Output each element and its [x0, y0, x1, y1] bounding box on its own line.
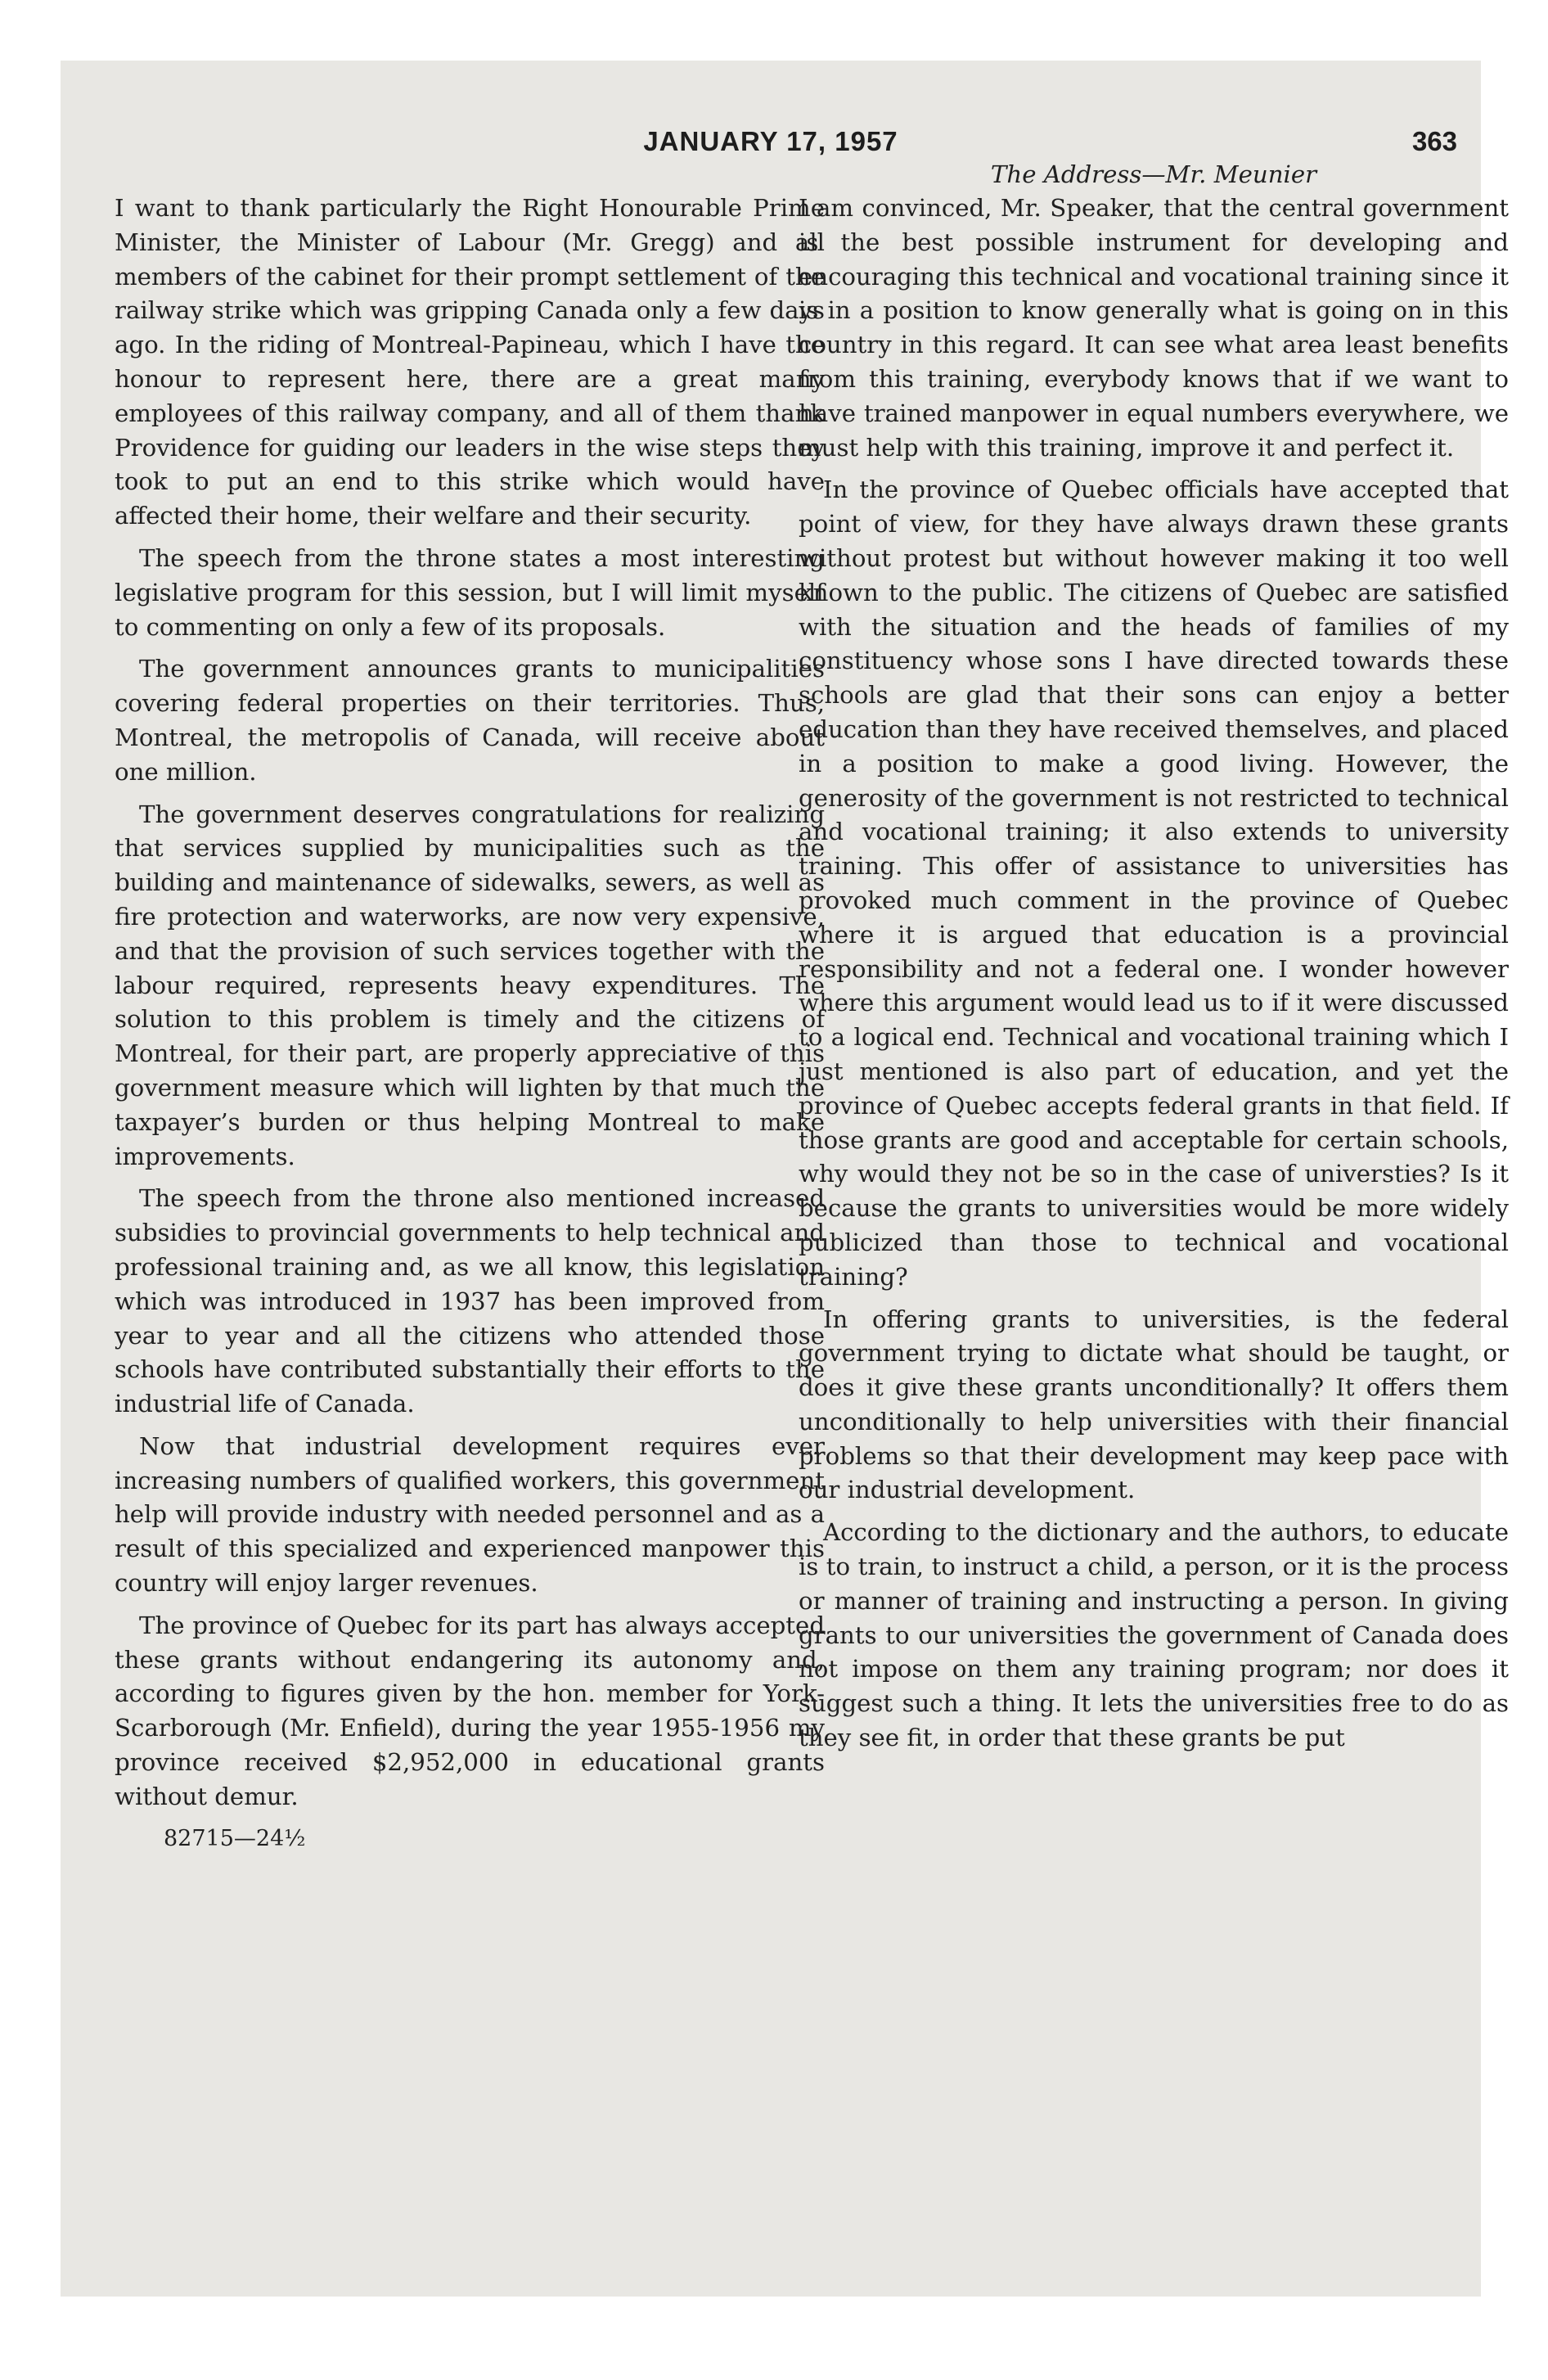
page-header: [61, 126, 1481, 159]
section-subhead: The Address—Mr. Meunier: [990, 160, 1317, 188]
paragraph: According to the dictionary and the authors, to educate is to train, to instruct a child, a person, or it is the process or manner of training and instructing a person. In giving grants to our universities the government of Canada does not impose on them any training program; nor does it suggest such a thing. It lets the universities free to do as they see fit, in order that these grants be put: [799, 1518, 1509, 1752]
page-number: 363: [1411, 126, 1457, 156]
paragraph: The speech from the throne also mentioned increased subsidies to provincial governments to help technical and professional training and, as we all know, this legislation which was introduced in 1937 has been improved from year to year and all the citizens who attended those schools have contributed substantially their efforts to the industrial life of Canada.: [115, 1184, 825, 1418]
page-footnote: 82715—24½: [164, 1825, 306, 1851]
paragraph: The government announces grants to municipalities covering federal properties on their territories. Thus, Montreal, the metropolis of Canada, will receive about one million.: [115, 655, 825, 786]
paragraph: The government deserves congratulations for realizing that services supplied by municipalities such as the building and maintenance of sidewalks, sewers, as well as fire protection and waterworks, are now very expensive, and that the provision of such services together with the labour required, represents heavy expenditures. The solution to this problem is timely and the citizens of Montreal, for their part, are properly appreciative of this government measure which will lighten by that much the taxpayer’s burden or thus helping Montreal to make improvements.: [115, 800, 825, 1170]
paragraph: In the province of Quebec officials have accepted that point of view, for they have always drawn these grants without protest but without however making it too well known to the public. The citizens of Quebec are satisfied with the situation and the heads of families of my constituency whose sons I have directed towards these schools are glad that their sons can enjoy a better education than they have received themselves, and placed in a position to make a good living. However, the generosity of the government is not restricted to technical and vocational training; it also extends to university training. This offer of assistance to universities has provoked much comment in the province of Quebec where it is argued that education is a provincial responsibility and not a federal one. I wonder however where this argument would lead us to if it were discussed to a logical end. Technical and vocational training which I just mentioned is also part of education, and yet the province of Quebec accepts federal grants in that field. If those grants are good and acceptable for certain schools, why would they not be so in the case of universties? Is it because the grants to universities would be more widely publicized than those to technical and vocational training?: [799, 476, 1509, 1291]
paragraph: I want to thank particularly the Right Honourable Prime Minister, the Minister of Labour (Mr. Gregg) and all members of the cabinet for their prompt settlement of the railway strike which was gripping Canada only a few days ago. In the riding of Montreal-Papineau, which I have the honour to represent here, there are a great many employees of this railway company, and all of them thank Providence for guiding our leaders in the wise steps they took to put an end to this strike which would have affected their home, their welfare and their security.: [115, 194, 825, 530]
page-sheet: [61, 61, 1509, 2297]
paragraph: Now that industrial development requires ever increasing numbers of qualified workers, this government help will provide industry with needed personnel and as a result of this specialized and experienced manpower this country will enjoy larger revenues.: [115, 1431, 825, 1598]
paragraph: I am convinced, Mr. Speaker, that the central government is the best possible instrument for developing and encouraging this technical and vocational training since it is in a position to know generally what is going on in this country in this regard. It can see what area least benefits from this training, everybody knows that if we want to have trained manpower in equal numbers everywhere, we must help with this training, improve it and perfect it.: [799, 194, 1509, 462]
paragraph: The province of Quebec for its part has always accepted these grants without endangering its autonomy and, according to figures given by the hon. member for York-Scarborough (Mr. Enfield), during the year 1955-1956 my province received $2,952,000 in educational grants without demur.: [115, 1611, 825, 1810]
paragraph: In offering grants to universities, is the federal government trying to dictate what should be taught, or does it give these grants unconditionally? It offers them unconditionally to help universities with their financial problems so that their development may keep pace with our industrial development.: [799, 1305, 1509, 1504]
left-column: [115, 192, 825, 1855]
right-column: [799, 157, 1509, 1764]
header-date: JANUARY 17, 1957: [643, 126, 898, 156]
paragraph: The speech from the throne states a most interesting legislative program for this session, but I will limit myself to commenting on only a few of its proposals.: [115, 543, 825, 641]
